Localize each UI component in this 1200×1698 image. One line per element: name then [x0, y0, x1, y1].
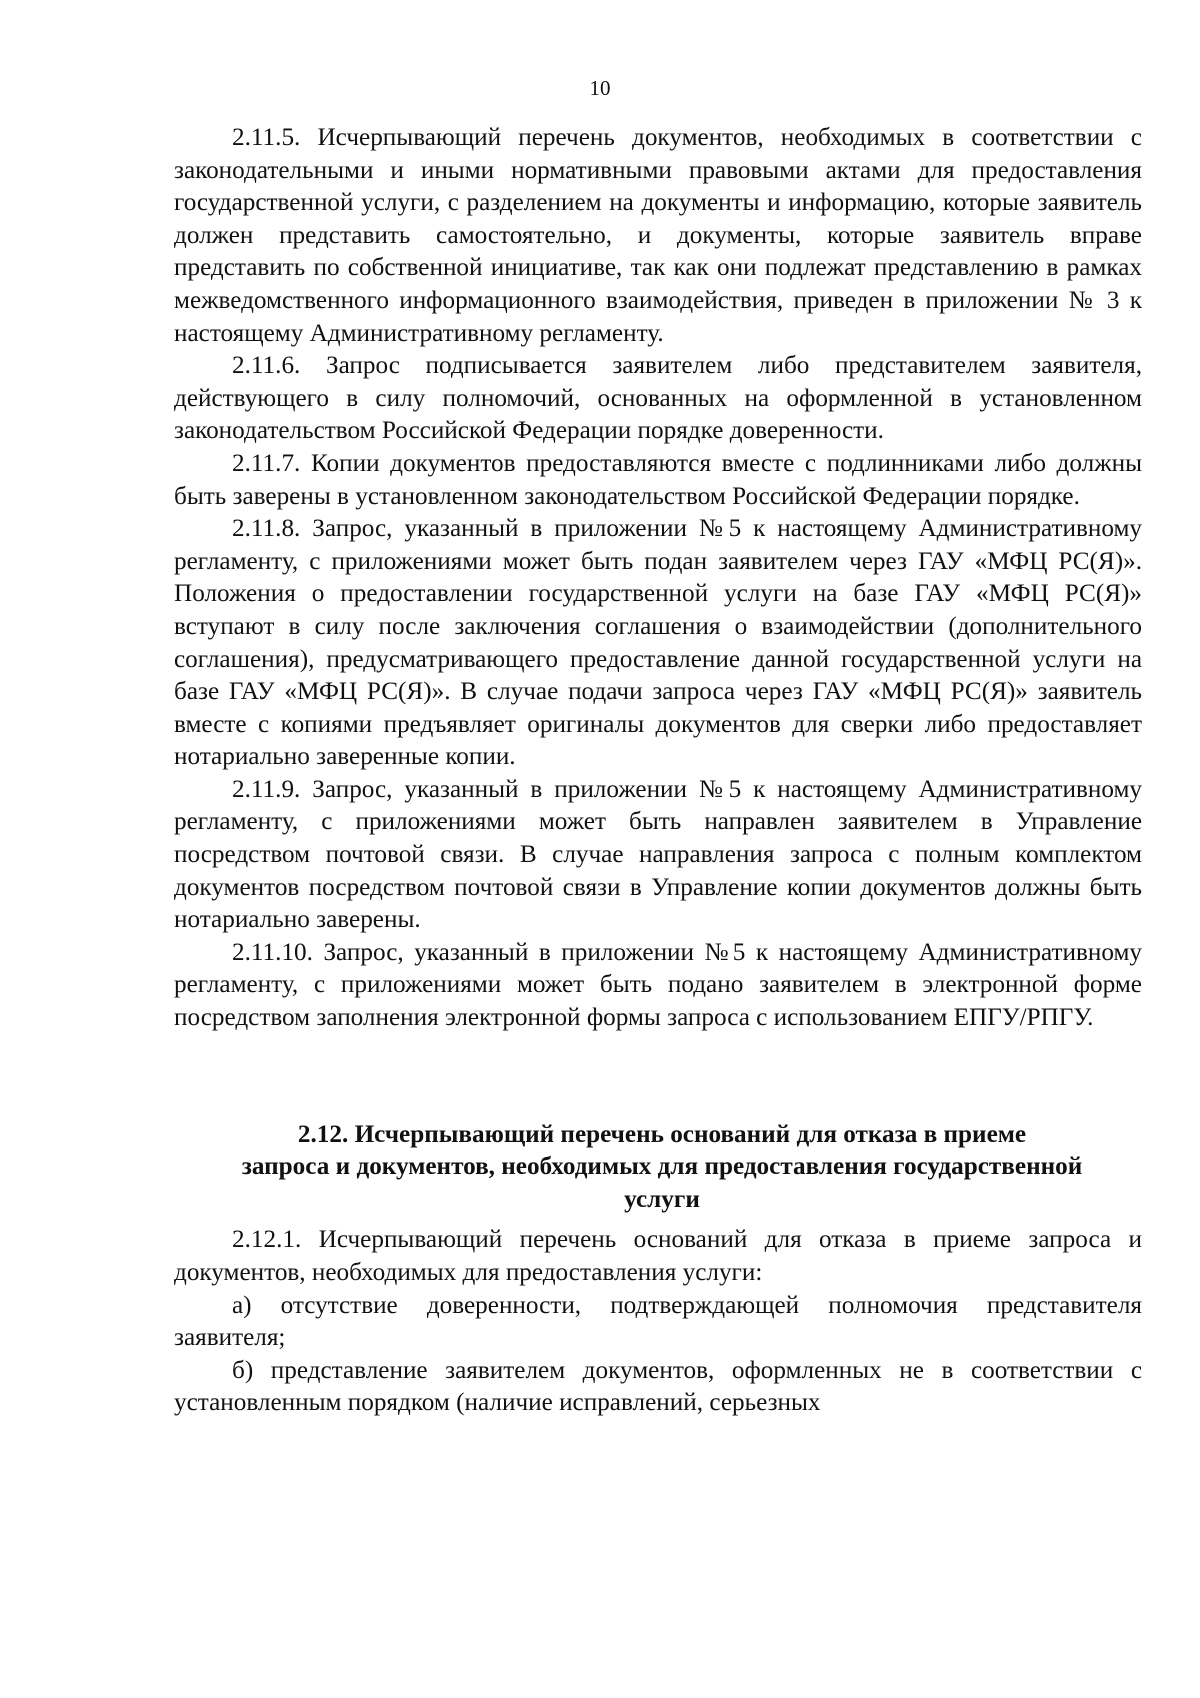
paragraph-2-11-6: 2.11.6. Запрос подписывается заявителем либо представителем заявителя, действующего в силу полномочий, основанных на оформленной в установленном законодательством Российской Федерации порядке доверенности. — [174, 352, 1142, 445]
paragraph-2-11-7: 2.11.7. Копии документов предоставляются вместе с подлинниками либо должны быть заверены в установленном законодательством Российской Федерации порядке. — [174, 449, 1142, 510]
list-item-a: а) отсутствие доверенности, подтверждающей полномочия представителя заявителя; — [174, 1291, 1142, 1352]
paragraph-2-11-9: 2.11.9. Запрос, указанный в приложении №5 к настоящему Административному регламенту, с приложениями может быть направлен заявителем в Управление посредством почтовой связи. В случае направления запроса с полным комплектом документов посредством почтовой связи в Управление копии документов должны быть нотариально заверены. — [174, 775, 1142, 934]
page-number: 10 — [589, 76, 611, 100]
list-item-b: б) представление заявителем документов, оформленных не в соответствии с установленным порядком (наличие исправлений, серьезных — [174, 1356, 1142, 1417]
section-heading-2-12 — [174, 1119, 1142, 1225]
heading-line: 2.12. Исчерпывающий перечень оснований для отказа в приеме — [297, 1120, 1027, 1148]
paragraph-2-11-10: 2.11.10. Запрос, указанный в приложении №5 к настоящему Административному регламенту, с приложениями может быть подано заявителем в электронной форме посредством заполнения электронной формы запроса с использованием ЕПГУ/РПГУ. — [174, 938, 1142, 1032]
document-body — [174, 122, 1142, 1420]
heading-line: услуги — [624, 1185, 700, 1213]
heading-line: запроса и документов, необходимых для предоставления государственной — [241, 1153, 1083, 1181]
paragraph-2-11-8: 2.11.8. Запрос, указанный в приложении №5 к настоящему Административному регламенту, с приложениями может быть подан заявителем через ГАУ «МФЦ РС(Я)». Положения о предоставлении государственной услуги на базе ГАУ «МФЦ РС(Я)» вступают в силу после заключения соглашения о взаимодействии (дополнительного соглашения), предусматривающего предоставление данной государственной услуги на базе ГАУ «МФЦ РС(Я)». В случае подачи запроса через ГАУ «МФЦ РС(Я)» заявитель вместе с копиями предъявляет оригиналы документов для сверки либо предоставляет нотариально заверенные копии. — [174, 515, 1142, 771]
paragraph-2-12-1: 2.12.1. Исчерпывающий перечень оснований для отказа в приеме запроса и документов, необходимых для предоставления услуги: — [174, 1226, 1142, 1286]
section-gap — [174, 1035, 1142, 1119]
paragraph-2-11-5: 2.11.5. Исчерпывающий перечень документов, необходимых в соответствии с законодательными и иными нормативными правовыми актами для предоставления государственной услуги, с разделением на документы и информацию, которые заявитель должен представить самостоятельно, и документы, которые заявитель вправе представить по собственной инициативе, так как они подлежат представлению в рамках межведомственного информационного взаимодействия, приведен в приложении № 3 к настоящему Административному регламенту. — [174, 124, 1142, 347]
